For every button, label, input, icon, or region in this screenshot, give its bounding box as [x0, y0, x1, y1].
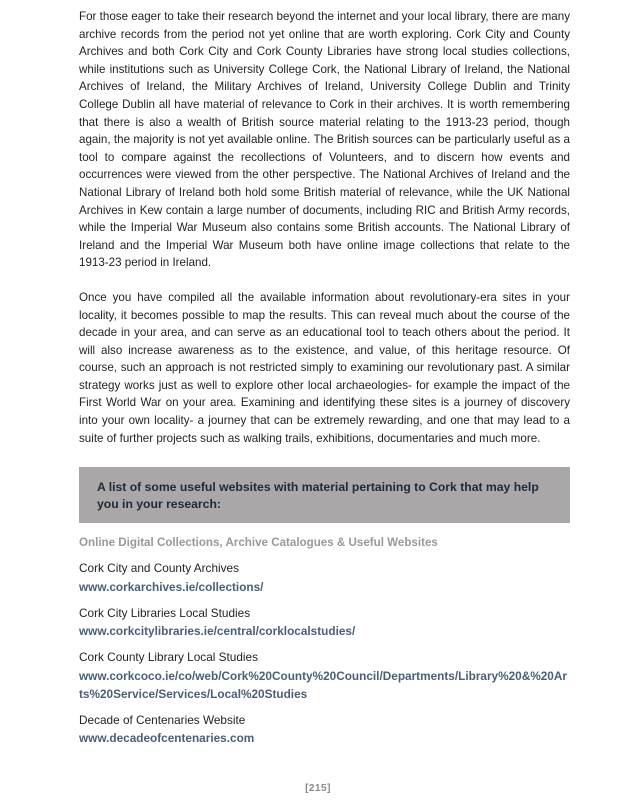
body-paragraph: For those eager to take their research beyond the internet and your local library, there are many archive records from the period not yet online that are worth exploring. Cork City and County Archives and both Cork City and Cork County Libraries have strong local studies collections, while institutions such as University College Cork, the National Library of Ireland, the National Archives of Ireland, the Military Archives of Ireland, University College Dublin and Trinity College Dublin all have material of relevance to Cork in their archives. It is worth remembering that there is also a wealth of British source material relating to the 1913-23 period, though again, the majority is not yet available online. The British sources can be particularly useful as a tool to compare against the recollections of Volunteers, and to discern how events and occurrences were viewed from the other perspective. The National Archives of Ireland and the National Library of Ireland both hold some British material of relevance, while the UK National Archives in Kew contain a large number of documents, including RIC and British Army records, while the Imperial War Museum also contains some British accounts. The National Library of Ireland and the Imperial War Museum both have online image collections that relate to the 1913-23 period in Ireland.	[79, 10, 570, 270]
resource-title: Cork City and County Archives	[79, 561, 239, 576]
resource-entry	[79, 560, 570, 596]
callout-box	[79, 467, 570, 523]
resource-title: Decade of Centenaries Website	[79, 712, 246, 727]
resource-link[interactable]: www.corkcoco.ie/co/web/Cork%20County%20Council/Departments/Library%20&%20Arts%20Service/Services/Local%20Studies	[79, 668, 567, 701]
resource-link[interactable]: www.decadeofcentenaries.com	[79, 731, 255, 746]
resource-title: Cork County Library Local Studies	[79, 650, 259, 665]
resource-link[interactable]: www.corkarchives.ie/collections/	[79, 579, 264, 594]
resource-entry	[79, 605, 570, 641]
resource-title: Cork City Libraries Local Studies	[79, 605, 251, 620]
callout-text: A list of some useful websites with material pertaining to Cork that may help you in your research:	[97, 480, 539, 512]
resource-link[interactable]: www.corkcitylibraries.ie/central/corklocalstudies/	[79, 624, 356, 639]
resource-entry	[79, 649, 570, 703]
body-paragraph: Once you have compiled all the available information about revolutionary-era sites in your locality, it becomes possible to map the results. This can reveal much about the course of the decade in your area, and can serve as an educational tool to teach others about the period. It will also increase awareness as to the existence, and value, of this heritage resource. Of course, such an approach is not restricted simply to examining our revolutionary past. A similar strategy works just as well to explore other local archaeologies- for example the impact of the First World War on your area. Examining and identifying these sites is a journey of discovery into your own locality- a journey that can be extremely rewarding, and one that may lead to a suite of further projects such as walking trails, exhibitions, documentaries and much more.	[79, 290, 570, 445]
resource-entry	[79, 712, 570, 748]
resources-heading: Online Digital Collections, Archive Catalogues & Useful Websites	[79, 536, 438, 550]
page-number: [215]	[305, 783, 331, 794]
page-content	[79, 8, 570, 747]
